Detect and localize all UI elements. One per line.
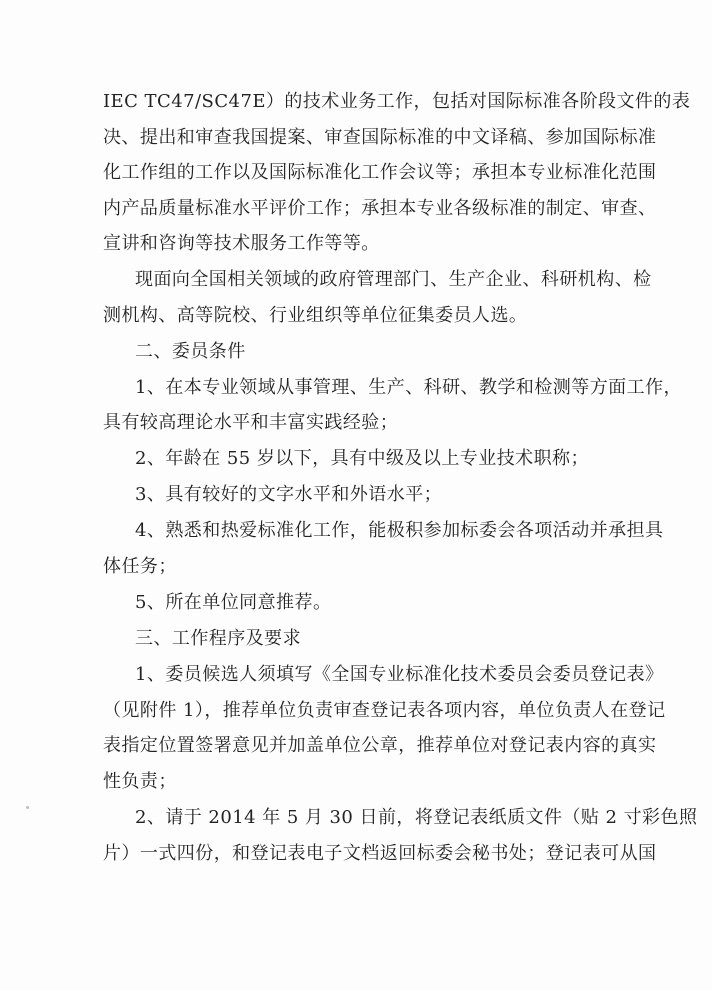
list-item-continuation: 表指定位置签署意见并加盖单位公章，推荐单位对登记表内容的真实	[103, 735, 657, 756]
paragraph-line: 内产品质量标准水平评价工作；承担本专业各级标准的制定、审查、	[103, 198, 657, 219]
list-item-continuation: 片）一式四份，和登记表电子文档返回标委会秘书处；登记表可从国	[103, 843, 657, 864]
paragraph-line: 化工作组的工作以及国际标准化工作会议等；承担本专业标准化范围	[103, 162, 657, 183]
paragraph-line: 现面向全国相关领域的政府管理部门、生产企业、科研机构、检	[135, 269, 652, 290]
section-heading: 三、工作程序及要求	[135, 628, 302, 649]
paragraph-line: 测机构、高等院校、行业组织等单位征集委员人选。	[103, 305, 528, 326]
section-heading: 二、委员条件	[135, 341, 246, 362]
list-item-continuation: 具有较高理论水平和丰富实践经验；	[103, 412, 399, 433]
list-item: 1、在本专业领域从事管理、生产、科研、教学和检测等方面工作，	[135, 377, 682, 398]
scan-speck	[26, 806, 29, 809]
paragraph-line: 宣讲和咨询等技术服务工作等等。	[103, 233, 380, 254]
list-item: 2、请于 2014 年 5 月 30 日前，将登记表纸质文件（贴 2 寸彩色照	[135, 807, 698, 828]
list-item: 1、委员候选人须填写《全国专业标准化技术委员会委员登记表》	[135, 664, 664, 685]
list-item: 3、具有较好的文字水平和外语水平；	[135, 484, 443, 505]
list-item: 5、所在单位同意推荐。	[135, 592, 332, 613]
paragraph-line: 决、提出和审查我国提案、审查国际标准的中文译稿、参加国际标准	[103, 127, 657, 148]
list-item-continuation: 体任务；	[103, 556, 177, 577]
list-item: 2、年龄在 55 岁以下，具有中级及以上专业技术职称；	[135, 448, 589, 469]
list-item: 4、熟悉和热爱标准化工作，能极积参加标委会各项活动并承担具	[135, 520, 664, 541]
list-item-continuation: （见附件 1），推荐单位负责审查登记表各项内容，单位负责人在登记	[103, 700, 666, 721]
paragraph-line: IEC TC47/SC47E）的技术业务工作，包括对国际标准各阶段文件的表	[103, 91, 691, 112]
list-item-continuation: 性负责；	[103, 771, 177, 792]
